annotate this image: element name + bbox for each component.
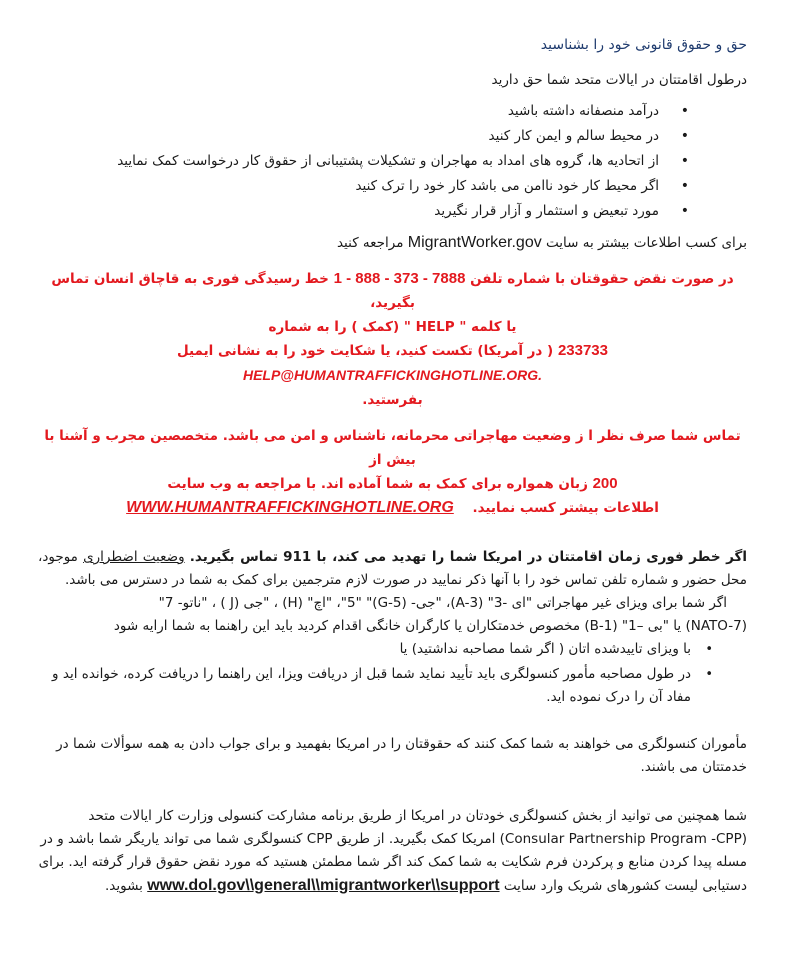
hotline-text: در صورت نقض حقوقتان با شماره تلفن bbox=[470, 271, 734, 287]
hotline-block bbox=[38, 267, 747, 412]
dol-support-link[interactable]: www.dol.gov\\general\\migrantworker\\support bbox=[147, 877, 500, 894]
visa-bullet: • در طول مصاحبه مأمور کنسولگری باید تأیید نماید شما قبل از دریافت ویزا، این راهنما را دریافت کرده، خوانده اید و مفاد آن را درک نموده اید. bbox=[38, 663, 713, 709]
rights-item: • اگر محیط کار خود ناامن می باشد کار خود را ترک کنید bbox=[38, 175, 689, 198]
more-info-suffix: مراجعه کنید bbox=[336, 235, 404, 251]
page-heading: حق و حقوق قانونی خود را بشناسید bbox=[540, 37, 747, 53]
sms-number: 233733 bbox=[557, 342, 608, 359]
consular-paragraph: مأموران کنسولگری می خواهند به شما کمک کنند که حقوقتان را در امریکا بفهمید و برای جواب دادن به همه سوألات شما در خدمتتان می باشند. bbox=[56, 736, 747, 775]
cpp-suffix: بشوید. bbox=[105, 878, 143, 894]
emergency-paragraph bbox=[38, 546, 747, 592]
hotline-text: خط رسیدگی فوری به قاچاق انسان تماس بگیرید، bbox=[51, 271, 415, 311]
rights-list bbox=[38, 100, 747, 223]
confidential-line-3 bbox=[38, 496, 747, 520]
confidential-line-2 bbox=[38, 472, 747, 496]
hotline-line-2: یا کلمه " HELP " (کمک ) را به شماره bbox=[268, 319, 517, 335]
visa-bullets bbox=[38, 638, 747, 709]
cpp-text: شما همچنین می توانید از بخش کنسولگری خودتان در امریکا از طریق برنامه مشارکت کنسولی وزارت کار ایالات متحد (Consular Partnership Program -CPP) امریکا کمک بگیرید. از طریق CPP کنسولگری شما می تواند یاریگر شما باشد و در مسله پیدا کردن منابع و پرکردن فرم شکایت به شما کمک کند اگر شما مطمئن هستید که مورد نقض حقوق قرار گرفته اید. برای دستیابی لیست کشورهای شریک وارد سایت bbox=[38, 808, 747, 894]
hotline-website-link[interactable]: WWW.HUMANTRAFFICKINGHOTLINE.ORG bbox=[126, 499, 454, 516]
rights-item: • مورد تبعیض و استثمار و آزار قرار نگیرید bbox=[38, 200, 689, 223]
emergency-bold-b: تماس بگیرید. bbox=[189, 549, 278, 565]
visa-paragraph bbox=[38, 592, 747, 638]
visa-bullet: • با ویزای تاییدشده اتان ( اگر شما مصاحبه نداشتید) یا bbox=[38, 638, 713, 661]
hotline-line-1 bbox=[38, 267, 747, 315]
visa-line-1: اگر شما برای ویزای غیر مهاجراتی "ای -3" (A-3)، "جی- (G-5)" "5"، "اچ" (H) ، "جی (J ) ، "ناتو- 7" bbox=[158, 595, 727, 611]
confidential-text: اطلاعات بیشتر کسب نمایید. bbox=[472, 500, 659, 516]
confidential-text: زبان همواره برای کمک به شما آماده اند. با مراجعه به وب سایت bbox=[167, 476, 588, 492]
hotline-line-4 bbox=[38, 363, 747, 388]
confidential-block bbox=[38, 424, 747, 520]
hotline-line-5: بفرستید. bbox=[362, 392, 423, 408]
visa-line-2: (NATO-7) یا "بی –1" (B-1) مخصوص خدمتکاران یا کارگران خانگی اقدام کردید باید این راهنما به شما ارایه شود bbox=[113, 618, 747, 634]
more-info-prefix: برای کسب اطلاعات بیشتر به سایت bbox=[546, 235, 747, 251]
emergency-number: 911 bbox=[283, 549, 312, 565]
emergency-bold-a: اگر خطر فوری زمان اقامتتان در امریکا شما را تهدید می کند، با bbox=[316, 549, 747, 565]
emergency-underlined: وضعیت اضطراری bbox=[83, 549, 185, 565]
hotline-phone-number: 7888 - 373 - 888 - 1 bbox=[333, 270, 466, 287]
cpp-paragraph bbox=[38, 805, 747, 898]
hotline-text: ( در آمریکا) تکست کنید، یا شکایت خود را به نشانی ایمیل bbox=[176, 343, 554, 359]
confidential-line-1: تماس شما صرف نظر ا ز وضعیت مهاجراتی محرمانه، ناشناس و امن می باشد. متخصصین مجرب و آشنا با بیش از bbox=[44, 428, 741, 468]
rights-intro: درطول اقامتتان در ایالات متحد شما حق دارید bbox=[491, 72, 747, 88]
languages-count: 200 bbox=[592, 475, 618, 492]
rights-item: • از اتحادیه ها، گروه های امداد به مهاجران و تشکیلات پشتیبانی از حقوق کار درخواست کمک نمایید bbox=[38, 150, 689, 173]
hotline-email[interactable]: HELP@HUMANTRAFFICKINGHOTLINE.ORG. bbox=[242, 367, 543, 383]
more-info-line bbox=[38, 231, 747, 255]
hotline-line-3 bbox=[38, 339, 747, 363]
rights-item: • درآمد منصفانه داشته باشید bbox=[38, 100, 689, 123]
emergency-rest: موجود، محل حضور و شماره تلفن تماس خود را با آنها ذکر نمایید در صورت لازم مترجمین برای کمک به شما در دسترس می باشد. bbox=[38, 549, 747, 588]
rights-item: • در محیط سالم و ایمن کار کنید bbox=[38, 125, 689, 148]
migrantworker-site[interactable]: MigrantWorker.gov bbox=[407, 234, 542, 251]
